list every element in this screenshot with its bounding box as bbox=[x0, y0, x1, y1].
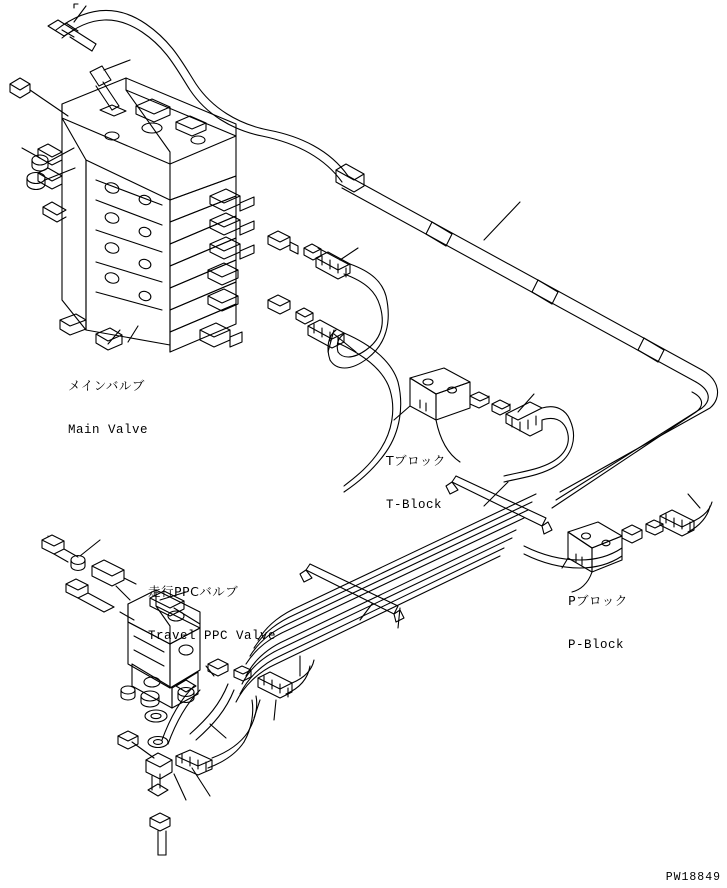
bottom-hose-center bbox=[196, 690, 234, 740]
label-p-block-en: P-Block bbox=[568, 638, 625, 652]
main-long-hose bbox=[336, 164, 702, 382]
nut-upper-right-1 bbox=[304, 244, 321, 260]
washer-ppc-5 bbox=[148, 737, 168, 748]
bottom-tee-fitting bbox=[146, 753, 172, 796]
leader-bolt-ppc-1 bbox=[80, 540, 100, 556]
leader-top-2 bbox=[104, 60, 130, 70]
fitting-upper-right-1 bbox=[268, 231, 298, 254]
label-travel-ppc-valve-en: Travel PPC Valve bbox=[148, 629, 277, 643]
hose-clamp-2 bbox=[300, 564, 404, 622]
washer-ppc-1 bbox=[71, 556, 85, 571]
label-t-block-jp: Tブロック bbox=[386, 453, 446, 468]
hose-upper-right-2 bbox=[344, 333, 398, 382]
label-travel-ppc-valve bbox=[148, 554, 276, 674]
leader-t-block-label bbox=[394, 406, 410, 420]
label-p-block bbox=[568, 563, 628, 683]
washer-ppc-2 bbox=[141, 691, 159, 707]
bolt-top-left-2 bbox=[90, 66, 119, 110]
sleeve-ppc-1 bbox=[92, 560, 124, 586]
t-block-hose-end bbox=[506, 402, 542, 436]
hose-upper-right-1 bbox=[350, 264, 386, 296]
bolt-bottom bbox=[150, 813, 170, 855]
bolt-ppc-left-1 bbox=[42, 535, 78, 562]
upper-left-hose-group bbox=[56, 10, 348, 182]
part-number: PW18849 bbox=[665, 871, 721, 884]
bolt-top-left-1 bbox=[48, 20, 96, 51]
label-p-block-jp: Pブロック bbox=[568, 593, 628, 608]
washer-left-1 bbox=[10, 78, 30, 98]
leader-bottom-1 bbox=[132, 742, 154, 758]
leader-ppc-3 bbox=[116, 586, 130, 600]
nut-upper-right-2 bbox=[296, 308, 313, 324]
fitting-upper-right-2 bbox=[268, 295, 290, 314]
t-block-fitting bbox=[470, 392, 510, 415]
label-main-valve-en: Main Valve bbox=[68, 423, 149, 437]
leader-long-hose bbox=[484, 202, 520, 240]
leader-p-hose bbox=[688, 494, 700, 508]
ppc-hose-1 bbox=[292, 660, 314, 683]
fitting-bottom-left bbox=[118, 731, 138, 749]
main-valve-body bbox=[38, 78, 254, 352]
p-block-return-hose bbox=[524, 546, 622, 560]
label-main-valve-jp: メインバルブ bbox=[68, 378, 145, 393]
bottom-hose-left bbox=[212, 732, 248, 758]
label-travel-ppc-valve-jp: 走行PPCバルブ bbox=[148, 584, 239, 599]
ppc-link bbox=[124, 578, 136, 584]
hose-bend-right-1 bbox=[560, 370, 718, 492]
leader-bottom-3 bbox=[192, 768, 210, 796]
p-block-fitting bbox=[622, 520, 663, 543]
leader-bottom-2 bbox=[174, 774, 186, 800]
hose-clamp-1 bbox=[446, 476, 552, 534]
washer-ppc-4 bbox=[145, 710, 167, 722]
label-main-valve bbox=[68, 348, 148, 468]
t-block-body bbox=[410, 368, 470, 420]
t-block-hose bbox=[542, 407, 570, 420]
label-t-block-en: T-Block bbox=[386, 498, 443, 512]
label-t-block bbox=[386, 423, 446, 543]
